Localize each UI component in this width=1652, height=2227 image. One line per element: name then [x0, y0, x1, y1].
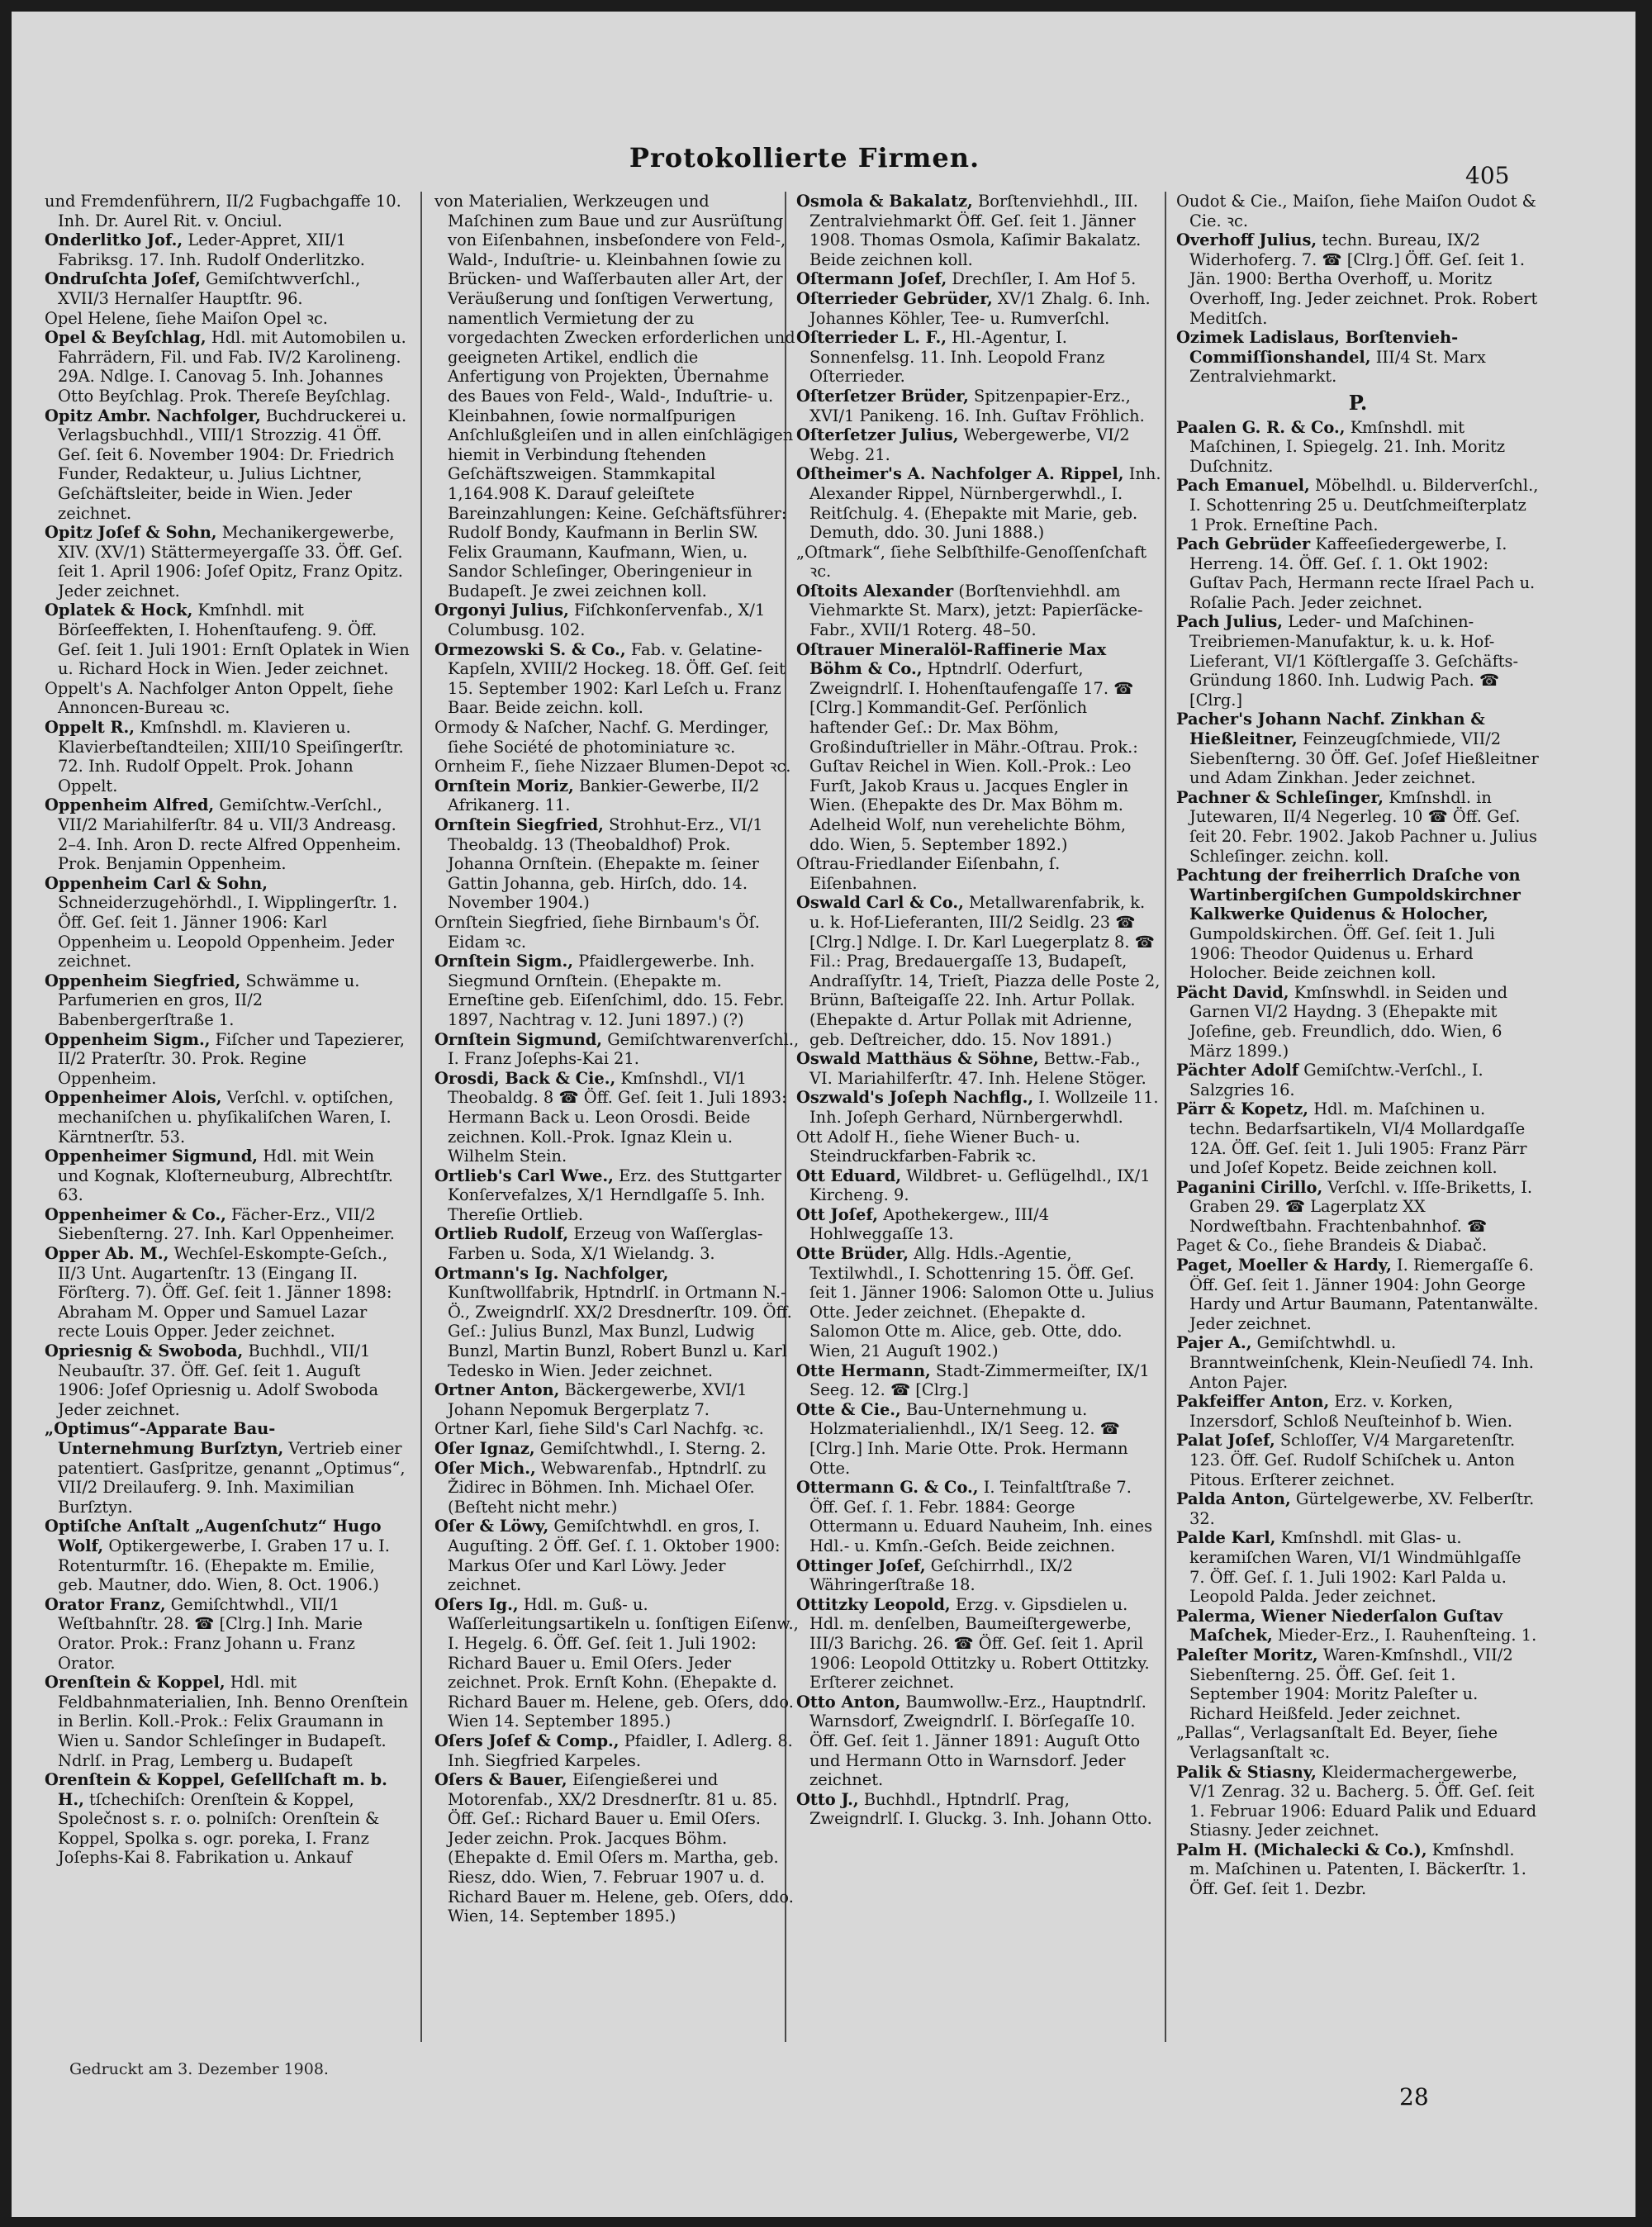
firm-details: Kmſnhdl. mit Börſeeffekten, I. Hohenſtaufeng. 9. Öff. Geſ. ſeit 1. Juli 1901: Ernſt Oplatek in Wien u. Richard Hock in Wien. Jeder zeichnet.: [58, 601, 410, 679]
firm-name: Orenſtein & Koppel,: [45, 1673, 225, 1693]
firm-details: Fiſcher und Tapezierer, II/2 Praterſtr. 30. Prok. Regine Oppenheim.: [58, 1029, 406, 1088]
firm-entry: [45, 971, 410, 1030]
firm-details: Gürtelgewerbe, XV. Felberſtr. 32.: [1189, 1489, 1535, 1528]
firm-name: Ortlieb's Carl Wwe.,: [434, 1166, 614, 1185]
firm-name: Ozimek Ladislaus, Borſtenvieh-Commiſſionshandel,: [1176, 328, 1459, 367]
firm-name: Oppenheim Alfred,: [45, 795, 215, 815]
firm-details: Strohhut-Erz., VI/1 Theobaldg. 13 (Theobaldhof) Prok. Johanna Ornſtein. (Ehepakte m. ſeiner Gattin Johanna, geb. Hirſch, ddo. 14. November 1904.): [448, 815, 763, 913]
firm-entry: [1176, 1723, 1540, 1762]
firm-entry: [45, 309, 410, 329]
firm-entry: [45, 523, 410, 601]
firm-entry: [1176, 1763, 1540, 1840]
firm-details: Gemiſchtwverſchl., XVII/3 Hernalſer Hauptſtr. 96.: [58, 269, 361, 308]
firm-name: Opriesnig & Swoboda,: [45, 1341, 244, 1361]
firm-name: Palda Anton,: [1176, 1489, 1291, 1509]
firm-details: Bäckergewerbe, XVI/1 Johann Nepomuk Bergerplatz 7.: [448, 1380, 748, 1419]
firm-name: Pach Julius,: [1176, 612, 1284, 632]
firm-entry: [796, 1790, 1161, 1829]
firm-name: Ondruſchta Joſef,: [45, 269, 201, 289]
firm-name: Ortner Anton,: [434, 1380, 560, 1400]
firm-name: Oſer & Löwy,: [434, 1517, 549, 1536]
firm-name: Oſtermann Joſef,: [796, 269, 947, 289]
firm-entry: [434, 1731, 800, 1770]
firm-entry: [434, 1517, 800, 1594]
firm-details: XV/1 Zhalg. 6. Inh. Johannes Köhler, Tee- u. Rumverſchl.: [809, 288, 1151, 328]
firm-details: Oudot & Cie., Maiſon, ſiehe Maiſon Oudot & Cie. ꝛc.: [1176, 192, 1536, 230]
firm-name: Oſterrieder Gebrüder,: [796, 288, 993, 308]
firm-name: Oſtrauer Mineralöl-Raffinerie Max Böhm & Co.,: [796, 639, 1107, 679]
firm-details: Webergewerbe, VI/2 Webg. 21.: [809, 425, 1130, 464]
firm-name: Ornſtein Sigmund,: [434, 1029, 603, 1049]
firm-entry: [796, 328, 1161, 387]
firm-details: Allg. Hdls.-Agentie, Textilwhdl., I. Schottenring 15. Öff. Geſ. ſeit 1. Jänner 1906: Salomon Otte u. Julius Otte. Jeder zeichnet. (Ehepakte d. Salomon Otte m. Alice, geb. Otte, ddo. Wien, 21 Auguſt 1902.): [809, 1244, 1155, 1361]
firm-entry: [45, 1205, 410, 1244]
firm-details: Kmſnshdl. mit Glas- u. keramiſchen Waren, VI/1 Windmühlgaſſe 7. Öff. Geſ. ſ. 1. Juli 1902: Karl Palda u. Leopold Palda. Jeder zeichnet.: [1189, 1528, 1521, 1607]
firm-name: Orosdi, Back & Cie.,: [434, 1068, 616, 1088]
firm-name: Pacher's Johann Nachf. Zinkhan & Hießleitner,: [1176, 710, 1485, 749]
firm-details: tſchechiſch: Orenſtein & Koppel, Společnost s. r. o. polniſch: Orenſtein & Koppel, Spolka s. ogr. poreka, I. Franz Joſephs-Kai 8. Fabrikation u. Ankauf: [58, 1789, 380, 1868]
firm-details: (Borſtenviehhdl. am Viehmarkte St. Marx), jetzt: Papierſäcke-Fabr., XVII/1 Roterg. 48–50.: [809, 581, 1143, 640]
firm-name: Oppenheim Siegfried,: [45, 971, 241, 990]
firm-entry: [1176, 1333, 1540, 1392]
firm-entry: [796, 854, 1161, 893]
firm-details: Pfaidler, I. Adlerg. 8. Inh. Siegfried Karpeles.: [448, 1731, 793, 1770]
firm-entry: [796, 1556, 1161, 1595]
firm-entry: [434, 1459, 800, 1517]
firm-details: Hdl. mit Wein und Kognak, Kloſterneuburg, Albrechtſtr. 63.: [58, 1147, 393, 1205]
firm-entry: [796, 1205, 1161, 1244]
firm-details: Schwämme u. Parfumerien en gros, II/2 Babenbergerſtraße 1.: [58, 971, 360, 1029]
firm-entry: [1176, 1099, 1540, 1177]
firm-name: Oppenheim Sigm.,: [45, 1029, 211, 1049]
firm-name: Oſterſetzer Brüder,: [796, 386, 969, 406]
firm-name: Oppenheim Carl & Sohn,: [45, 873, 268, 893]
firm-name: Palat Joſef,: [1176, 1431, 1275, 1451]
firm-details: Ornſtein Siegfried, ſiehe Birnbaum's Öſ. Eidam ꝛc.: [434, 912, 760, 952]
firm-name: Paalen G. R. & Co.,: [1176, 417, 1346, 437]
firm-details: Gemiſchtwhdl. en gros, I. Auguſting. 2 Öff. Geſ. ſ. 1. Oktober 1900: Markus Oſer und Karl Löwy. Jeder zeichnet.: [448, 1517, 781, 1595]
firm-name: Oppenheimer Alois,: [45, 1088, 222, 1108]
firm-entry: [796, 582, 1161, 640]
firm-entry: [434, 1224, 800, 1263]
firm-entry: [796, 1088, 1161, 1127]
firm-details: Oppelt's A. Nachfolger Anton Oppelt, ſiehe Annoncen-Bureau ꝛc.: [45, 678, 394, 718]
firm-name: Oplatek & Hock,: [45, 601, 193, 620]
firm-entry: [434, 1419, 800, 1439]
firm-details: Borſtenviehhdl., III. Zentralviehmarkt Öff. Geſ. ſeit 1. Jänner 1908. Thomas Osmola, Kaſimir Bakalatz. Beide zeichnen koll.: [809, 192, 1142, 269]
firm-details: Optikergewerbe, I. Graben 17 u. I. Rotenturmſtr. 16. (Ehepakte m. Emilie, geb. Mautner, ddo. Wien, 8. Oct. 1906.): [58, 1536, 390, 1595]
firm-entry: [796, 464, 1161, 542]
firm-entry: [1176, 710, 1540, 787]
firm-details: Leder-Appret, XII/1 Fabriksg. 17. Inh. Rudolf Onderlitzko.: [58, 230, 365, 269]
firm-name: Opper Ab. M.,: [45, 1244, 169, 1264]
firm-entry: [45, 269, 410, 308]
firm-name: Oſterſetzer Julius,: [796, 425, 959, 445]
firm-entry: [45, 1088, 410, 1147]
firm-entry: [45, 1341, 410, 1419]
firm-details: Hdl. mit Automobilen u. Fahrrädern, Fil. und Fab. IV/2 Karolineng. 29A. Ndlge. I. Canovag 5. Inh. Johannes Otto Beyſchlag. Prok. Thereſe Beyſchlag.: [58, 328, 406, 406]
firm-entry: [1176, 1236, 1540, 1256]
firm-entry: [1176, 983, 1540, 1061]
firm-details: Pfaidlergewerbe. Inh. Siegmund Ornſtein. (Ehepakte m. Erneſtine geb. Eiſenſchiml, ddo. 15. Febr. 1897, Nachtrag v. 12. Juni 1897.) (?): [448, 952, 785, 1029]
firm-name: Pächt David,: [1176, 982, 1289, 1002]
firm-entry: [796, 1595, 1161, 1693]
firm-name: Overhoff Julius,: [1176, 230, 1317, 250]
firm-name: Paget, Moeller & Hardy,: [1176, 1256, 1392, 1275]
firm-name: Opel & Beyſchlag,: [45, 328, 206, 348]
firm-name: Pächter Adolf: [1176, 1061, 1299, 1080]
firm-details: Waren-Kmſnshdl., VII/2 Siebenſterng. 25. Öff. Geſ. ſeit 1. September 1904: Moritz Paleſter u. Richard Heißfeld. Jeder zeichnet.: [1189, 1645, 1513, 1723]
firm-name: Ornſtein Sigm.,: [434, 952, 574, 971]
firm-entry: [796, 269, 1161, 289]
firm-details: „Oſtmark“, ſiehe Selbſthilfe-Genoſſenſchaft ꝛc.: [796, 542, 1147, 582]
firm-details: Feinzeugſchmiede, VII/2 Siebenſterng. 30 Öff. Geſ. Joſef Hießleitner und Adam Zinkhan. Jeder zeichnet.: [1189, 729, 1539, 788]
firm-name: Oſer Ignaz,: [434, 1439, 535, 1458]
firm-entry: [796, 1693, 1161, 1790]
firm-details: Apothekergew., III/4 Hohlweggaſſe 13.: [809, 1204, 1050, 1244]
firm-name: Ott Eduard,: [796, 1166, 902, 1185]
firm-entry: [434, 640, 800, 718]
firm-entry: [1176, 328, 1540, 387]
firm-entry: [434, 192, 800, 601]
firm-name: Palde Karl,: [1176, 1528, 1276, 1548]
firm-entry: [1176, 534, 1540, 612]
firm-entry: [45, 1244, 410, 1341]
column-divider: [1165, 192, 1166, 2042]
firm-name: Oszwald's Joſeph Nachflg.,: [796, 1088, 1034, 1108]
firm-details: Buchdruckerei u. Verlagsbuchhdl., VIII/1 Strozzig. 41 Öff. Geſ. ſeit 6. November 1904: Dr. Friedrich Funder, Redakteur, u. Julius Lichtner, Geſchäftsleiter, beide in Wien. Jeder zeichnet.: [58, 406, 407, 523]
firm-entry: [796, 289, 1161, 328]
firm-details: Schloſſer, V/4 Margaretenſtr. 123. Öff. Geſ. Rudolf Schiſchek u. Anton Pitous. Erſterer zeichnet.: [1189, 1431, 1516, 1489]
firm-details: Bankier-Gewerbe, II/2 Afrikanerg. 11.: [448, 776, 760, 815]
column-3: [796, 192, 1161, 2058]
firm-entry: [45, 1419, 410, 1517]
firm-entry: [45, 1770, 410, 1868]
firm-name: Pakfeiffer Anton,: [1176, 1392, 1330, 1412]
column-1: [45, 192, 410, 2058]
firm-entry: [434, 1380, 800, 1419]
firm-entry: [796, 1166, 1161, 1205]
firm-name: Ottermann G. & Co.,: [796, 1478, 979, 1498]
directory-page: [12, 12, 1635, 2217]
firm-name: Otte & Cie.,: [796, 1399, 901, 1419]
firm-name: Ortlieb Rudolf,: [434, 1224, 569, 1244]
firm-details: Metallwarenfabrik, k. u. k. Hof-Lieferanten, III/2 Seidlg. 23 ☎ [Clrg.] Ndlge. I. Dr. Karl Luegerplatz 8. ☎ Fil.: Prag, Bredauergaſſe 13, Budapeſt, Andraſſyſtr. 14, Trieſt, Piazza delle Poste 2, Brünn, Baſteigaſſe 22. Inh. Artur Pollak. (Ehepakte d. Artur Pollak mit Adrienne, geb. Deſtreicher, ddo. 15. Nov 1891.): [809, 893, 1161, 1049]
firm-details: Kleidermachergewerbe, V/1 Zenrag. 32 u. Bacherg. 5. Öff. Geſ. ſeit 1. Februar 1906: Eduard Palik und Eduard Stiasny. Jeder zeichnet.: [1189, 1762, 1537, 1840]
firm-name: Orgonyi Julius,: [434, 601, 569, 620]
firm-details: Wildbret- u. Geflügelhdl., IX/1 Kircheng. 9.: [809, 1166, 1151, 1205]
firm-details: Ornheim F., ſiehe Nizzaer Blumen-Depot ꝛc.: [434, 757, 791, 776]
firm-details: Kmſnshdl. mit Maſchinen, I. Spiegelg. 21. Inh. Moritz Duſchnitz.: [1189, 417, 1506, 476]
firm-name: Palerma, Wiener Niederſalon Guſtav Maſchek,: [1176, 1606, 1503, 1645]
firm-name: Paganini Cirillo,: [1176, 1177, 1323, 1197]
firm-entry: [434, 776, 800, 815]
firm-name: Ottitzky Leopold,: [796, 1594, 951, 1614]
firm-details: Bettw.-Fab., VI. Mariahilferſtr. 47. Inh. Helene Stöger.: [809, 1049, 1146, 1088]
firm-entry: [45, 192, 410, 230]
firm-details: Erzeug von Waſſerglas-Farben u. Soda, X/1 Wielandg. 3.: [448, 1224, 763, 1264]
firm-name: Ornſtein Moriz,: [434, 776, 574, 795]
firm-name: Pach Gebrüder: [1176, 534, 1311, 554]
firm-details: Ortner Karl, ſiehe Sild's Carl Nachfg. ꝛc.: [434, 1419, 764, 1439]
firm-entry: [45, 679, 410, 718]
firm-name: Ottinger Joſef,: [796, 1555, 926, 1575]
page-title: Protokollierte Firmen.: [629, 142, 980, 173]
firm-entry: [796, 640, 1161, 855]
firm-details: Gemiſchtwhdl., VII/1 Weſtbahnſtr. 28. ☎ [Clrg.] Inh. Marie Orator. Prok.: Franz Johann u. Franz Orator.: [58, 1594, 363, 1673]
firm-entry: [45, 1030, 410, 1089]
firm-details: Gemiſchtw.-Verſchl., I. Salzgries 16.: [1189, 1061, 1483, 1099]
firm-entry: [434, 601, 800, 639]
column-4: [1176, 192, 1540, 2058]
firm-entry: [796, 1128, 1161, 1166]
firm-name: Palm H. (Michalecki & Co.),: [1176, 1840, 1427, 1859]
firm-name: Otte Hermann,: [796, 1360, 931, 1380]
firm-details: Kaffeeſiedergewerbe, I. Herreng. 14. Öff. Geſ. ſ. 1. Okt 1902: Guſtav Pach, Hermann recte Iſrael Pach u. Roſalie Pach. Jeder zeichnet.: [1189, 534, 1536, 612]
firm-name: Opitz Joſef & Sohn,: [45, 523, 217, 543]
firm-details: Schneiderzugehörhdl., I. Wipplingerſtr. 1. Öff. Geſ. ſeit 1. Jänner 1906: Karl Oppenheim u. Leopold Oppenheim. Jeder zeichnet.: [58, 893, 398, 971]
firm-details: Gumpoldskirchen. Öff. Geſ. ſeit 1. Juli 1906: Theodor Quidenus u. Erhard Holocher. Beide zeichnen koll.: [1189, 924, 1495, 983]
firm-entry: [1176, 1840, 1540, 1899]
firm-entry: [1176, 476, 1540, 534]
firm-name: Oppelt R.,: [45, 718, 135, 738]
firm-name: Otto Anton,: [796, 1692, 901, 1712]
sheet-number: 28: [1399, 2083, 1429, 2111]
firm-details: Spitzenpapier-Erz., XVI/1 Panikeng. 16. Inh. Guſtav Fröhlich.: [809, 386, 1145, 425]
firm-details: Erz. des Stuttgarter Konſervefalzes, X/1 Herndlgaſſe 5. Inh. Thereſie Ortlieb.: [448, 1166, 782, 1224]
firm-name: Oppenheimer & Co.,: [45, 1204, 226, 1224]
firm-name: Oſterrieder L. F.,: [796, 328, 947, 348]
firm-entry: [796, 1244, 1161, 1361]
firm-details: Opel Helene, ſiehe Maiſon Opel ꝛc.: [45, 308, 328, 328]
firm-entry: [1176, 418, 1540, 477]
firm-details: Ott Adolf H., ſiehe Wiener Buch- u. Steindruckfarben-Fabrik ꝛc.: [796, 1127, 1080, 1166]
firm-name: Oſers & Bauer,: [434, 1770, 567, 1790]
firm-details: Inh. Alexander Rippel, Nürnbergerwhdl., I. Reitſchulg. 4. (Ehepakte mit Marie, geb. Demuth, ddo. 30. Juni 1888.): [809, 464, 1161, 543]
firm-details: Hptndrlſ. Oderfurt, Zweigndrlſ. I. Hohenſtaufengaſſe 17. ☎ [Clrg.] Kommandit-Geſ. Perſönlich haftender Geſ.: Dr. Max Böhm, Großinduſtrieller in Mähr.-Oſtrau. Prok.: Guſtav Reichel in Wien. Koll.-Prok.: Leo Furſt, Jakob Kraus u. Jacques Engler in Wien. (Ehepakte des Dr. Max Böhm m. Adelheid Wolf, nun verehelichte Böhm, ddo. Wien, 5. September 1892.): [809, 659, 1138, 854]
firm-details: Hdl. m. Guß- u. Waſſerleitungsartikeln u. ſonſtigen Eiſenw., I. Hegelg. 6. Öff. Geſ. ſeit 1. Juli 1902: Richard Bauer u. Emil Oſers. Jeder zeichnet. Prok. Ernſt Kohn. (Ehepakte d. Richard Bauer m. Helene, geb. Oſers, ddo. Wien 14. September 1895.): [448, 1594, 799, 1731]
firm-entry: [45, 406, 410, 524]
firm-details: Eiſengießerei und Motorenfab., XX/2 Dresdnerſtr. 81 u. 85. Öff. Geſ.: Richard Bauer u. Emil Oſers. Jeder zeichn. Prok. Jacques Böhm. (Ehepakte d. Emil Oſers m. Martha, geb. Riesz, ddo. Wien, 7. Februar 1907 u. d. Richard Bauer m. Helene, geb. Oſers, ddo. Wien, 14. September 1895.): [448, 1770, 794, 1926]
firm-details: von Materialien, Werkzeugen und Maſchinen zum Baue und zur Ausrüſtung von Eiſenbahnen, insbeſondere von Feld-, Wald-, Induſtrie- u. Kleinbahnen ſowie zu Brücken- und Waſſerbauten aller Art, der Veräußerung und ſonſtigen Verwertung, namentlich Vermietung der zu vorgedachten Zwecken erforderlichen und geeigneten Artikel, endlich die Anfertigung von Projekten, Übernahme des Baues von Feld-, Wald-, Induſtrie- u. Kleinbahnen, ſowie normalſpurigen Anſchlußgleiſen und in allen einſchlägigen hiemit in Verbindung ſtehenden Geſchäftszweigen. Stammkapital 1,164.908 K. Darauf geleiſtete Bareinzahlungen: Keine. Geſchäftsführer: Rudolf Bondy, Kaufmann in Berlin SW. Felix Graumann, Kaufmann, Wien, u. Sandor Schleſinger, Oberingenieur in Budapeſt. Je zwei zeichnen koll.: [434, 192, 795, 601]
firm-entry: [434, 1069, 800, 1166]
firm-details: Leder- und Maſchinen-Treibriemen-Manufaktur, k. u. k. Hof-Lieferant, VI/1 Köſtlergaſſe 3. Geſchäfts-Gründung 1860. Inh. Ludwig Pach. ☎ [Clrg.]: [1189, 612, 1519, 710]
firm-entry: [434, 815, 800, 913]
firm-entry: [45, 1517, 410, 1594]
page-number: 405: [1465, 162, 1510, 189]
firm-details: Webwarenfab., Hptndrlſ. zu Židirec in Böhmen. Inh. Michael Oſer. (Beſteht nicht mehr.): [448, 1458, 767, 1517]
firm-entry: [796, 1400, 1161, 1478]
firm-name: Onderlitko Jof.,: [45, 230, 183, 250]
firm-entry: [45, 601, 410, 678]
firm-name: Osmola & Bakalatz,: [796, 192, 973, 211]
firm-entry: [434, 1030, 800, 1069]
firm-name: Pajer A.,: [1176, 1333, 1252, 1353]
firm-details: Kmſnshdl. in Jutewaren, II/4 Negerleg. 10 ☎ Öff. Geſ. ſeit 20. Febr. 1902. Jakob Pachner u. Julius Schleſinger. zeichn. koll.: [1189, 787, 1537, 866]
firm-name: Otto J.,: [796, 1789, 859, 1809]
firm-name: Oswald Carl & Co.,: [796, 893, 964, 913]
firm-details: Buchhdl., Hptndrlſ. Prag, Zweigndrlſ. I. Gluckg. 3. Inh. Johann Otto.: [809, 1789, 1152, 1829]
firm-entry: [45, 328, 410, 406]
firm-entry: [1176, 1431, 1540, 1489]
firm-name: Ortmann's Ig. Nachfolger,: [434, 1263, 669, 1283]
firm-details: Fächer-Erz., VII/2 Siebenſterng. 27. Inh. Karl Oppenheimer.: [58, 1204, 395, 1244]
firm-entry: [796, 543, 1161, 582]
firm-details: Gemiſchtwarenverſchl., I. Franz Joſephs-Kai 21.: [448, 1029, 800, 1069]
firm-entry: [1176, 1528, 1540, 1606]
firm-entry: [434, 1770, 800, 1926]
firm-name: Pach Emanuel,: [1176, 476, 1310, 496]
firm-details: Oſtrau-Friedlander Eiſenbahn, ſ. Eiſenbahnen.: [796, 854, 1061, 893]
firm-details: Möbelhdl. u. Bilderverſchl., I. Schottenring 25 u. Deutſchmeiſterplatz 1 Prok. Erneſtine Pach.: [1189, 476, 1539, 534]
firm-entry: [796, 893, 1161, 1049]
firm-details: Kmſnshdl., VI/1 Theobaldg. 8 ☎ Öff. Geſ. ſeit 1. Juli 1893: Hermann Back u. Leon Orosdi. Beide zeichnen. Koll.-Prok. Ignaz Klein u. Wilhelm Stein.: [448, 1068, 787, 1166]
firm-details: Gemiſchtwhdl., I. Sterng. 2.: [539, 1439, 767, 1458]
column-divider: [420, 192, 422, 2042]
firm-name: Ott Joſef,: [796, 1204, 879, 1224]
firm-entry: [434, 952, 800, 1029]
firm-entry: [1176, 192, 1540, 230]
firm-entry: [1176, 1489, 1540, 1528]
firm-details: Mechanikergewerbe, XIV. (XV/1) Stättermeyergaſſe 33. Öff. Geſ. ſeit 1. April 1906: Joſef Opitz, Franz Opitz. Jeder zeichnet.: [58, 523, 403, 601]
firm-name: Orator Franz,: [45, 1594, 166, 1614]
firm-entry: [434, 1166, 800, 1225]
firm-entry: [796, 1361, 1161, 1400]
firm-entry: [45, 230, 410, 269]
firm-details: Fiſchkonſervenfab., X/1 Columbusg. 102.: [448, 601, 766, 640]
firm-entry: [434, 757, 800, 776]
firm-entry: [45, 1673, 410, 1770]
firm-details: Kmſnshdl. m. Maſchinen u. Patenten, I. Bäckerſtr. 1. Öff. Geſ. ſeit 1. Dezbr.: [1189, 1840, 1526, 1899]
firm-entry: [45, 718, 410, 795]
firm-details: Mieder-Erz., I. Rauhenſteing. 1.: [1277, 1626, 1537, 1645]
firm-details: Hdl. mit Feldbahnmaterialien, Inh. Benno Orenſtein in Berlin. Koll.-Prok.: Felix Graumann in Wien u. Sandor Schleſinger in Budapeſt. Ndrlſ. in Prag, Lemberg u. Budapeſt: [58, 1673, 409, 1770]
firm-name: Orenſtein & Koppel, Geſellſchaft m. b. H.,: [45, 1770, 387, 1809]
firm-name: Pärr & Kopetz,: [1176, 1099, 1309, 1119]
firm-details: Verſchl. v. optiſchen, mechaniſchen u. phyſikaliſchen Waren, I. Kärntnerſtr. 53.: [58, 1088, 394, 1147]
firm-entry: [1176, 1061, 1540, 1099]
firm-name: Oſtoits Alexander: [796, 581, 954, 601]
firm-details: Drechſler, I. Am Hof 5.: [952, 269, 1137, 289]
firm-entry: [434, 1264, 800, 1381]
firm-details: techn. Bureau, IX/2 Widerhoferg. 7. ☎ [Clrg.] Öff. Geſ. ſeit 1. Jän. 1900: Bertha Overhoff, u. Moritz Overhoff, Ing. Jeder zeichnet. Prok. Robert Meditſch.: [1189, 230, 1538, 328]
firm-entry: [1176, 612, 1540, 710]
firm-entry: [45, 874, 410, 971]
firm-name: Oſers Ig.,: [434, 1594, 519, 1614]
firm-name: Oſer Mich.,: [434, 1458, 536, 1478]
firm-details: Paget & Co., ſiehe Brandeis & Diabač.: [1176, 1236, 1488, 1256]
firm-entry: [1176, 230, 1540, 328]
firm-entry: [45, 1147, 410, 1205]
firm-name: Optiſche Anſtalt „Augenſchutz“ Hugo Wolf,: [45, 1517, 382, 1555]
firm-details: Erz. v. Korken, Inzersdorf, Schloß Neuſteinhof b. Wien.: [1189, 1392, 1513, 1431]
firm-name: Opitz Ambr. Nachfolger,: [45, 406, 261, 425]
firm-entry: [1176, 1392, 1540, 1431]
firm-entry: [796, 1049, 1161, 1088]
firm-details: I. Riemergaſſe 6. Öff. Geſ. ſeit 1. Jänner 1904: John George Hardy und Artur Baumann, Patentanwälte. Jeder zeichnet.: [1189, 1256, 1539, 1333]
firm-entry: [796, 192, 1161, 269]
firm-details: Vertrieb einer patentiert. Gasſpritze, genannt „Optimus“, VII/2 Dreilauferg. 9. Inh. Maximilian Burſztyn.: [58, 1439, 406, 1517]
firm-details: III/4 St. Marx Zentralviehmarkt.: [1189, 347, 1486, 387]
firm-details: Kmſnswhdl. in Seiden und Garnen VI/2 Haydng. 3 (Ehepakte mit Joſefine, geb. Freundlich, ddo. Wien, 6 März 1899.): [1189, 982, 1507, 1061]
firm-entry: [1176, 788, 1540, 866]
firm-entry: [796, 387, 1161, 425]
firm-details: Hdl. m. Maſchinen u. techn. Bedarfsartikeln, VI/4 Mollardgaſſe 12A. Öff. Geſ. ſeit 1. Juli 1905: Franz Pärr und Joſef Kopetz. Beide zeichnen koll.: [1189, 1099, 1527, 1178]
section-letter: P.: [1348, 390, 1368, 415]
firm-name: Oswald Matthäus & Söhne,: [796, 1049, 1039, 1069]
firm-entry: [1176, 1256, 1540, 1333]
firm-details: Baumwollw.-Erz., Hauptndrlſ. Warnsdorf, Zweigndrlſ. I. Börſegaſſe 10. Öff. Geſ. ſeit 1. Jänner 1891: Auguſt Otto und Hermann Otto in Warnsdorf. Jeder zeichnet.: [809, 1692, 1146, 1790]
firm-name: Palik & Stiasny,: [1176, 1762, 1317, 1782]
firm-details: Gemiſchtwhdl. u. Branntweinſchenk, Klein-Neuſiedl 74. Inh. Anton Pajer.: [1189, 1333, 1534, 1392]
column-2: [434, 192, 800, 2058]
firm-name: Ormezowski S. & Co.,: [434, 639, 626, 659]
firm-name: Ornſtein Siegfried,: [434, 815, 604, 834]
firm-entry: [796, 425, 1161, 464]
firm-details: Stadt-Zimmermeiſter, IX/1 Seeg. 12. ☎ [Clrg.]: [809, 1360, 1150, 1400]
firm-entry: [1176, 1607, 1540, 1645]
firm-entry: [434, 913, 800, 952]
firm-entry: [434, 718, 800, 757]
firm-details: Kunſtwollfabrik, Hptndrlſ. in Ortmann N.-Ö., Zweigndrlſ. XX/2 Dresdnerſtr. 109. Öff. Geſ.: Julius Bunzl, Max Bunzl, Ludwig Bunzl, Martin Bunzl, Robert Bunzl u. Karl Tedesko in Wien. Jeder zeichnet.: [448, 1283, 792, 1380]
firm-details: Gemiſchtw.-Verſchl., VII/2 Mariahilferſtr. 84 u. VII/3 Andreasg. 2–4. Inh. Aron D. recte Alfred Oppenheim. Prok. Benjamin Oppenheim.: [58, 795, 401, 874]
firm-name: Oppenheimer Sigmund,: [45, 1147, 259, 1166]
firm-details: Geſchirrhdl., IX/2 Währingerſtraße 18.: [809, 1555, 1073, 1595]
firm-details: Hl.-Agentur, I. Sonnenfelsg. 11. Inh. Leopold Franz Oſterrieder.: [809, 328, 1105, 387]
firm-details: I. Wollzeile 11. Inh. Joſeph Gerhard, Nürnbergerwhdl.: [809, 1088, 1159, 1127]
firm-entry: [1176, 1645, 1540, 1723]
firm-entry: [1176, 866, 1540, 983]
firm-entry: [434, 1439, 800, 1459]
firm-details: und Fremdenführern, II/2 Fugbachgaffe 10. Inh. Dr. Aurel Rit. v. Onciul.: [45, 192, 401, 230]
firm-details: Kmſnshdl. m. Klavieren u. Klavierbeſtandteilen; XIII/10 Speiſingerſtr. 72. Inh. Rudolf Oppelt. Prok. Johann Oppelt.: [58, 718, 404, 795]
firm-details: Erzg. v. Gipsdielen u. Hdl. m. denſelben, Baumeiſtergewerbe, III/3 Barichg. 26. ☎ Öff. Geſ. ſeit 1. April 1906: Leopold Ottitzky u. Robert Ottitzky. Erſterer zeichnet.: [809, 1594, 1150, 1693]
print-date-note: Gedruckt am 3. Dezember 1908.: [69, 2060, 329, 2078]
firm-name: Pachner & Schleſinger,: [1176, 787, 1384, 807]
firm-entry: [45, 795, 410, 873]
firm-entry: [796, 1478, 1161, 1555]
firm-name: Pachtung der freiherrlich Draſche von Wartinbergiſchen Gumpoldskirchner Kalkwerke Quidenus & Holocher,: [1176, 866, 1521, 924]
firm-details: Verſchl. v. Iſſe-Briketts, I. Graben 29. ☎ Lagerplatz XX Nordweſtbahn. Frachtenbahnhof. ☎: [1189, 1177, 1533, 1236]
firm-name: Oſtheimer's A. Nachfolger A. Rippel,: [796, 464, 1124, 484]
firm-entry: [1176, 1178, 1540, 1237]
firm-name: Otte Brüder,: [796, 1244, 909, 1264]
firm-details: Bau-Unternehmung u. Holzmaterialienhdl., IX/1 Seeg. 12. ☎ [Clrg.] Inh. Marie Otte. Prok. Hermann Otte.: [809, 1399, 1128, 1478]
firm-entry: [434, 1595, 800, 1731]
firm-details: I. Teinfaltſtraße 7. Öff. Geſ. ſ. 1. Febr. 1884: George Ottermann u. Eduard Nauheim, Inh. eines Hdl.- u. Kmſn.-Geſch. Beide zeichnen.: [809, 1478, 1153, 1555]
firm-name: Oſers Joſef & Comp.,: [434, 1731, 620, 1750]
firm-name: Paleſter Moritz,: [1176, 1645, 1318, 1664]
firm-name: „Optimus“-Apparate Bau-Unternehmung Burſztyn,: [45, 1419, 284, 1458]
firm-details: Ormody & Naſcher, Nachf. G. Merdinger, ſiehe Société de photominiature ꝛc.: [434, 718, 769, 757]
firm-details: Wechſel-Eskompte-Geſch., II/3 Unt. Augartenſtr. 13 (Eingang II. Förſterg. 7). Öff. Geſ. ſeit 1. Jänner 1898: Abraham M. Opper und Samuel Lazar recte Louis Opper. Jeder zeichnet.: [58, 1244, 392, 1341]
firm-details: Fab. v. Gelatine-Kapſeln, XVIII/2 Hockeg. 18. Öff. Geſ. ſeit 15. September 1902: Karl Leſch u. Franz Baar. Beide zeichn. koll.: [448, 639, 786, 718]
firm-entry: [45, 1595, 410, 1673]
firm-details: „Pallas“, Verlagsanſtalt Ed. Beyer, ſiehe Verlagsanſtalt ꝛc.: [1176, 1723, 1498, 1762]
firm-details: Buchhdl., VII/1 Neubauſtr. 37. Öff. Geſ. ſeit 1. Auguſt 1906: Joſef Opriesnig u. Adolf Swoboda Jeder zeichnet.: [58, 1341, 379, 1419]
